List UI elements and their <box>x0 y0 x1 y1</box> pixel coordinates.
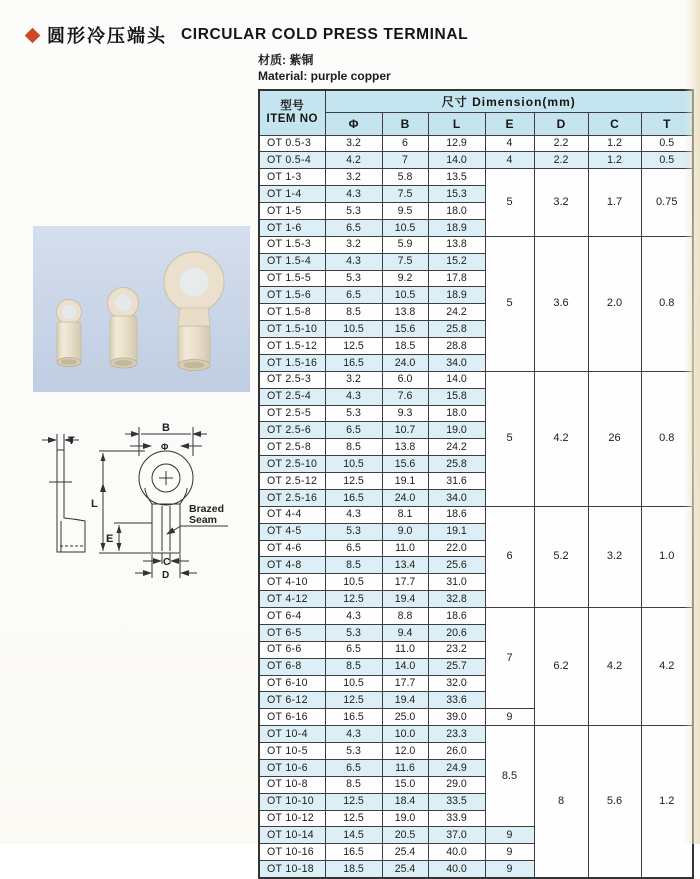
item-no-cell: OT 6-4 <box>259 608 325 625</box>
value-cell: 4.3 <box>325 186 382 203</box>
value-cell: 3.2 <box>325 371 382 388</box>
value-cell: 1.7 <box>588 169 641 237</box>
value-cell: 40.0 <box>428 844 485 861</box>
value-cell: 11.6 <box>382 759 428 776</box>
item-no-cell: OT 1-5 <box>259 203 325 220</box>
label-C: C <box>163 557 171 568</box>
value-cell: 6.5 <box>325 641 382 658</box>
value-cell: 23.2 <box>428 641 485 658</box>
value-cell: 18.9 <box>428 287 485 304</box>
dimension-drawing <box>15 420 255 620</box>
value-cell: 4.2 <box>641 608 693 726</box>
value-cell: 11.0 <box>382 641 428 658</box>
value-cell: 6.5 <box>325 219 382 236</box>
value-cell: 1.2 <box>641 726 693 878</box>
value-cell: 16.5 <box>325 844 382 861</box>
table-row <box>259 726 693 743</box>
value-cell: 25.8 <box>428 321 485 338</box>
item-no-cell: OT 0.5-4 <box>259 152 325 169</box>
item-no-cell: OT 2.5-10 <box>259 456 325 473</box>
value-cell: 15.6 <box>382 321 428 338</box>
value-cell: 20.6 <box>428 624 485 641</box>
value-cell: 2.0 <box>588 236 641 371</box>
value-cell: 5.3 <box>325 203 382 220</box>
value-cell: 16.5 <box>325 709 382 726</box>
value-cell: 10.7 <box>382 422 428 439</box>
value-cell: 7 <box>382 152 428 169</box>
value-cell: 31.0 <box>428 574 485 591</box>
value-cell: 4.3 <box>325 608 382 625</box>
value-cell: 14.0 <box>428 371 485 388</box>
table-row <box>259 236 693 253</box>
value-cell: 4.2 <box>534 371 588 506</box>
value-cell: 13.8 <box>382 304 428 321</box>
value-cell: 19.4 <box>382 591 428 608</box>
label-D: D <box>162 570 170 581</box>
value-cell: 9.5 <box>382 203 428 220</box>
value-cell: 11.0 <box>382 540 428 557</box>
value-cell: 9 <box>485 709 534 726</box>
value-cell: 24.2 <box>428 439 485 456</box>
value-cell: 7.5 <box>382 186 428 203</box>
value-cell: 14.0 <box>428 152 485 169</box>
value-cell: 4.3 <box>325 388 382 405</box>
value-cell: 19.0 <box>382 810 428 827</box>
value-cell: 8.5 <box>325 776 382 793</box>
value-cell: 6.5 <box>325 422 382 439</box>
item-no-cell: OT 10-18 <box>259 861 325 878</box>
value-cell: 25.4 <box>382 861 428 878</box>
item-no-cell: OT 10-8 <box>259 776 325 793</box>
value-cell: 1.2 <box>588 135 641 152</box>
col-header-C: C <box>588 112 641 135</box>
value-cell: 3.2 <box>534 169 588 237</box>
value-cell: 5 <box>485 236 534 371</box>
value-cell: 18.6 <box>428 506 485 523</box>
product-photo <box>33 226 250 392</box>
item-no-cell: OT 2.5-8 <box>259 439 325 456</box>
value-cell: 5.3 <box>325 270 382 287</box>
value-cell: 24.0 <box>382 354 428 371</box>
item-no-cell: OT 1.5-8 <box>259 304 325 321</box>
item-no-cell: OT 6-5 <box>259 624 325 641</box>
value-cell: 4.2 <box>325 152 382 169</box>
value-cell: 33.9 <box>428 810 485 827</box>
table-row <box>259 506 693 523</box>
value-cell: 10.5 <box>382 219 428 236</box>
value-cell: 15.0 <box>382 776 428 793</box>
value-cell: 8.5 <box>325 304 382 321</box>
dimension-diagram <box>15 420 255 620</box>
label-phi: Φ <box>161 442 169 452</box>
item-no-cell: OT 1.5-5 <box>259 270 325 287</box>
item-no-cell: OT 1-3 <box>259 169 325 186</box>
item-no-cell: OT 1.5-6 <box>259 287 325 304</box>
value-cell: 5.9 <box>382 236 428 253</box>
value-cell: 8 <box>534 726 588 878</box>
value-cell: 9 <box>485 861 534 878</box>
table-row <box>259 135 693 152</box>
value-cell: 7.5 <box>382 253 428 270</box>
value-cell: 32.8 <box>428 591 485 608</box>
value-cell: 5.8 <box>382 169 428 186</box>
value-cell: 8.8 <box>382 608 428 625</box>
label-E: E <box>106 533 114 545</box>
value-cell: 0.5 <box>641 135 693 152</box>
item-no-cell: OT 2.5-12 <box>259 473 325 490</box>
item-no-cell: OT 10-14 <box>259 827 325 844</box>
table-row <box>259 152 693 169</box>
value-cell: 13.8 <box>428 236 485 253</box>
value-cell: 3.2 <box>588 506 641 607</box>
item-no-cell: OT 1-6 <box>259 219 325 236</box>
value-cell: 25.0 <box>382 709 428 726</box>
item-no-cell: OT 2.5-16 <box>259 489 325 506</box>
value-cell: 6.2 <box>534 608 588 726</box>
value-cell: 7.6 <box>382 388 428 405</box>
item-no-cell: OT 2.5-5 <box>259 405 325 422</box>
item-no-cell: OT 1.5-10 <box>259 321 325 338</box>
col-header-T: T <box>641 112 693 135</box>
value-cell: 8.5 <box>325 658 382 675</box>
value-cell: 15.8 <box>428 388 485 405</box>
label-brazed-seam-2: Seam <box>189 514 218 526</box>
item-no-cell: OT 6-12 <box>259 692 325 709</box>
value-cell: 26 <box>588 371 641 506</box>
item-no-cell: OT 6-10 <box>259 675 325 692</box>
value-cell: 13.5 <box>428 169 485 186</box>
col-header-dimension: 尺寸 Dimension(mm) <box>325 90 693 112</box>
value-cell: 24.0 <box>382 489 428 506</box>
value-cell: 5.3 <box>325 743 382 760</box>
item-no-cell: OT 6-16 <box>259 709 325 726</box>
label-L: L <box>91 498 98 510</box>
value-cell: 18.0 <box>428 203 485 220</box>
value-cell: 16.5 <box>325 489 382 506</box>
value-cell: 5 <box>485 371 534 506</box>
value-cell: 25.7 <box>428 658 485 675</box>
item-no-cell: OT 10-4 <box>259 726 325 743</box>
item-no-cell: OT 1-4 <box>259 186 325 203</box>
value-cell: 33.5 <box>428 793 485 810</box>
label-T: T <box>68 435 75 447</box>
item-no-cell: OT 10-6 <box>259 759 325 776</box>
value-cell: 10.5 <box>382 287 428 304</box>
value-cell: 8.5 <box>325 439 382 456</box>
value-cell: 29.0 <box>428 776 485 793</box>
diamond-bullet-icon <box>25 27 41 43</box>
value-cell: 34.0 <box>428 489 485 506</box>
item-no-cell: OT 4-6 <box>259 540 325 557</box>
value-cell: 0.8 <box>641 236 693 371</box>
value-cell: 12.5 <box>325 810 382 827</box>
value-cell: 40.0 <box>428 861 485 878</box>
value-cell: 5.3 <box>325 405 382 422</box>
material-note <box>258 52 391 84</box>
value-cell: 2.2 <box>534 152 588 169</box>
item-no-cell: OT 6-8 <box>259 658 325 675</box>
value-cell: 34.0 <box>428 354 485 371</box>
value-cell: 12.5 <box>325 338 382 355</box>
value-cell: 33.6 <box>428 692 485 709</box>
value-cell: 37.0 <box>428 827 485 844</box>
value-cell: 18.9 <box>428 219 485 236</box>
value-cell: 7 <box>485 608 534 709</box>
value-cell: 25.6 <box>428 557 485 574</box>
value-cell: 9.0 <box>382 523 428 540</box>
value-cell: 17.7 <box>382 675 428 692</box>
col-header-D: D <box>534 112 588 135</box>
item-no-cell: OT 10-10 <box>259 793 325 810</box>
value-cell: 3.2 <box>325 236 382 253</box>
value-cell: 9.2 <box>382 270 428 287</box>
table-row <box>259 169 693 186</box>
value-cell: 5.6 <box>588 726 641 878</box>
label-B: B <box>162 422 170 434</box>
value-cell: 18.4 <box>382 793 428 810</box>
value-cell: 10.5 <box>325 574 382 591</box>
page-title <box>25 22 468 48</box>
value-cell: 4.3 <box>325 726 382 743</box>
value-cell: 15.6 <box>382 456 428 473</box>
value-cell: 13.4 <box>382 557 428 574</box>
label-brazed-seam-1: Brazed <box>189 503 225 515</box>
value-cell: 28.8 <box>428 338 485 355</box>
value-cell: 25.4 <box>382 844 428 861</box>
material-zh: 材质: 紫铜 <box>258 53 314 67</box>
value-cell: 8.1 <box>382 506 428 523</box>
value-cell: 13.8 <box>382 439 428 456</box>
value-cell: 10.5 <box>325 456 382 473</box>
item-no-cell: OT 2.5-4 <box>259 388 325 405</box>
value-cell: 23.3 <box>428 726 485 743</box>
item-no-cell: OT 0.5-3 <box>259 135 325 152</box>
value-cell: 6.0 <box>382 371 428 388</box>
value-cell: 19.1 <box>428 523 485 540</box>
value-cell: 24.9 <box>428 759 485 776</box>
item-no-cell: OT 2.5-3 <box>259 371 325 388</box>
title-english: CIRCULAR COLD PRESS TERMINAL <box>181 26 469 43</box>
item-no-cell: OT 1.5-16 <box>259 354 325 371</box>
value-cell: 12.5 <box>325 591 382 608</box>
value-cell: 39.0 <box>428 709 485 726</box>
item-no-cell: OT 4-12 <box>259 591 325 608</box>
col-header-L: L <box>428 112 485 135</box>
value-cell: 5.3 <box>325 523 382 540</box>
value-cell: 4.2 <box>588 608 641 726</box>
title-chinese: 圆形冷压端头 <box>47 26 167 46</box>
value-cell: 19.1 <box>382 473 428 490</box>
value-cell: 25.8 <box>428 456 485 473</box>
value-cell: 5.2 <box>534 506 588 607</box>
value-cell: 2.2 <box>534 135 588 152</box>
value-cell: 3.2 <box>325 169 382 186</box>
table-row <box>259 371 693 388</box>
value-cell: 12.0 <box>382 743 428 760</box>
value-cell: 19.0 <box>428 422 485 439</box>
value-cell: 1.2 <box>588 152 641 169</box>
value-cell: 10.5 <box>325 321 382 338</box>
value-cell: 24.2 <box>428 304 485 321</box>
value-cell: 8.5 <box>325 557 382 574</box>
item-no-cell: OT 4-5 <box>259 523 325 540</box>
value-cell: 17.8 <box>428 270 485 287</box>
value-cell: 9 <box>485 844 534 861</box>
value-cell: 3.2 <box>325 135 382 152</box>
value-cell: 12.5 <box>325 692 382 709</box>
value-cell: 12.5 <box>325 793 382 810</box>
value-cell: 26.0 <box>428 743 485 760</box>
value-cell: 0.8 <box>641 371 693 506</box>
value-cell: 22.0 <box>428 540 485 557</box>
item-no-cell: OT 6-6 <box>259 641 325 658</box>
value-cell: 9.4 <box>382 624 428 641</box>
dimension-table <box>258 89 694 879</box>
value-cell: 6 <box>485 506 534 607</box>
value-cell: 5.3 <box>325 624 382 641</box>
item-no-cell: OT 10-12 <box>259 810 325 827</box>
value-cell: 6.5 <box>325 759 382 776</box>
value-cell: 0.75 <box>641 169 693 237</box>
col-header-item-no <box>259 90 325 135</box>
value-cell: 4 <box>485 135 534 152</box>
value-cell: 18.5 <box>382 338 428 355</box>
item-no-cell: OT 4-10 <box>259 574 325 591</box>
value-cell: 15.3 <box>428 186 485 203</box>
item-no-cell: OT 10-5 <box>259 743 325 760</box>
table-row <box>259 608 693 625</box>
item-no-en: ITEM NO <box>266 112 318 125</box>
value-cell: 0.5 <box>641 152 693 169</box>
value-cell: 6 <box>382 135 428 152</box>
value-cell: 6.5 <box>325 287 382 304</box>
item-no-cell: OT 1.5-4 <box>259 253 325 270</box>
item-no-cell: OT 1.5-3 <box>259 236 325 253</box>
terminals-photo-illustration <box>33 226 250 392</box>
col-header-Φ: Φ <box>325 112 382 135</box>
value-cell: 18.6 <box>428 608 485 625</box>
value-cell: 12.9 <box>428 135 485 152</box>
value-cell: 14.5 <box>325 827 382 844</box>
item-no-cell: OT 1.5-12 <box>259 338 325 355</box>
col-header-B: B <box>382 112 428 135</box>
value-cell: 17.7 <box>382 574 428 591</box>
col-header-E: E <box>485 112 534 135</box>
value-cell: 16.5 <box>325 354 382 371</box>
item-no-cell: OT 4-4 <box>259 506 325 523</box>
value-cell: 19.4 <box>382 692 428 709</box>
material-en: Material: purple copper <box>258 69 391 83</box>
value-cell: 5 <box>485 169 534 237</box>
value-cell: 1.0 <box>641 506 693 607</box>
page-edge <box>684 0 700 844</box>
value-cell: 15.2 <box>428 253 485 270</box>
value-cell: 18.0 <box>428 405 485 422</box>
item-no-zh: 型号 <box>280 99 305 112</box>
value-cell: 18.5 <box>325 861 382 878</box>
value-cell: 32.0 <box>428 675 485 692</box>
value-cell: 10.0 <box>382 726 428 743</box>
value-cell: 31.6 <box>428 473 485 490</box>
item-no-cell: OT 10-16 <box>259 844 325 861</box>
value-cell: 14.0 <box>382 658 428 675</box>
value-cell: 8.5 <box>485 726 534 827</box>
value-cell: 9.3 <box>382 405 428 422</box>
value-cell: 9 <box>485 827 534 844</box>
item-no-cell: OT 2.5-6 <box>259 422 325 439</box>
value-cell: 12.5 <box>325 473 382 490</box>
value-cell: 10.5 <box>325 675 382 692</box>
item-no-cell: OT 4-8 <box>259 557 325 574</box>
value-cell: 4 <box>485 152 534 169</box>
value-cell: 4.3 <box>325 506 382 523</box>
value-cell: 4.3 <box>325 253 382 270</box>
value-cell: 6.5 <box>325 540 382 557</box>
value-cell: 20.5 <box>382 827 428 844</box>
value-cell: 3.6 <box>534 236 588 371</box>
